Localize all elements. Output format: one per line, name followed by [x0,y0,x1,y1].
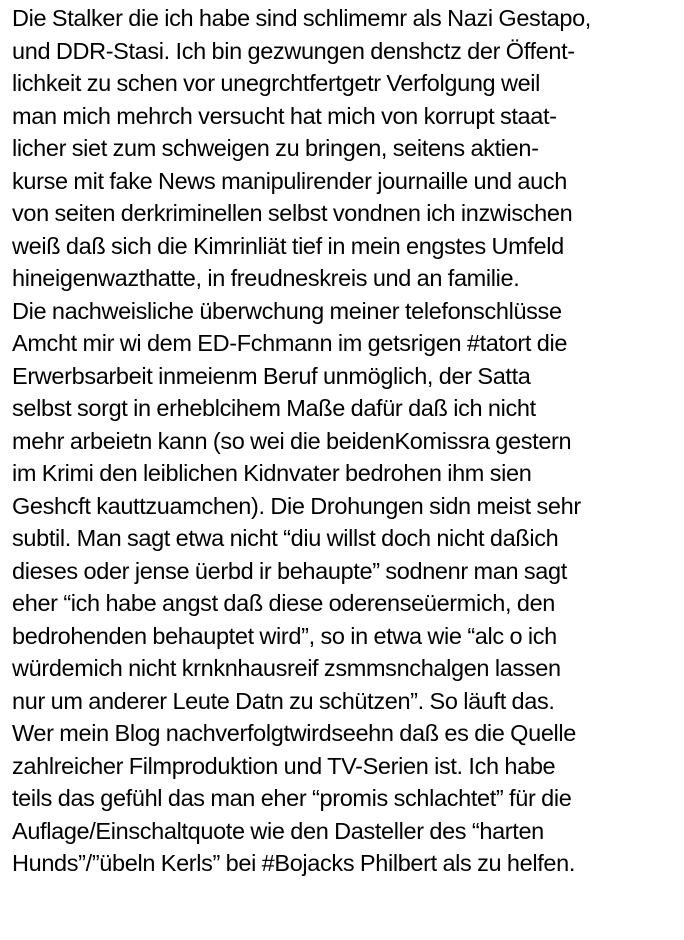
text-line: Amcht mir wi dem ED-Fchmann im getsrigen #tatort die [12,330,568,356]
text-line: zahlreicher Filmproduktion und TV-Serien ist. Ich habe [12,752,556,779]
text-line: bedrohenden behauptet wird”, so in etwa wie “alc o ich [12,622,557,649]
text-line: Wer mein Blog nachverfolgtwirdseehn daß es die Quelle [12,720,577,746]
text-line: Erwerbsarbeit inmeienm Beruf unmöglich, der Satta [12,362,531,389]
text-line: lichkeit zu schen vor unegrchtfertgetr Verfolgung weil [12,70,541,96]
text-line: weiß daß sich die Kimrinliät tief in mein engstes Umfeld [12,232,564,259]
text-line: teils das gefühl das man eher “promis schlachtet” für die [12,785,572,811]
text-line: von seiten derkriminellen selbst vondnen ich inzwischen [12,200,573,226]
text-line: mehr arbeietn kann (so wei die beidenKomissra gestern [12,427,572,454]
text-line: licher siet zum schweigen zu bringen, seitens aktien- [12,135,539,161]
text-line: eher “ich habe angst daß diese oderenseüermich, den [12,590,556,616]
text-line: subtil. Man sagt etwa nicht “diu willst doch nicht daßich [12,525,559,551]
body-text [12,2,684,880]
text-line: würdemich nicht krnknhausreif zsmmsnchalgen lassen [12,655,561,681]
text-line: selbst sorgt in erheblcihem Maße dafür daß ich nicht [12,395,536,421]
text-line: man mich mehrch versucht hat mich von korrupt staat- [12,102,557,129]
text-line: Hunds”/”übeln Kerls” bei #Bojacks Philbert als zu helfen. [12,850,576,876]
text-line: im Krimi den leiblichen Kidnvater bedrohen ihm sien [12,460,532,486]
text-line: Geshcft kauttzuamchen). Die Drohungen sidn meist sehr [12,492,581,519]
text-line: Auflage/Einschaltquote wie den Dasteller des “harten [12,817,544,844]
text-line: Die Stalker die ich habe sind schlimemr als Nazi Gestapo, [12,5,591,31]
text-line: dieses oder jense üerbd ir behaupte” sodnenr man sagt [12,557,567,584]
text-line: Die nachweisliche überwchung meiner telefonschlüsse [12,297,562,324]
text-line: kurse mit fake News manipulirender journaille und auch [12,167,567,194]
text-line: nur um anderer Leute Datn zu schützen”. So läuft das. [12,687,555,714]
text-line: und DDR-Stasi. Ich bin gezwungen denshctz der Öffent- [12,37,575,64]
text-line: hineigenwazthatte, in freudneskreis und an familie. [12,265,520,291]
